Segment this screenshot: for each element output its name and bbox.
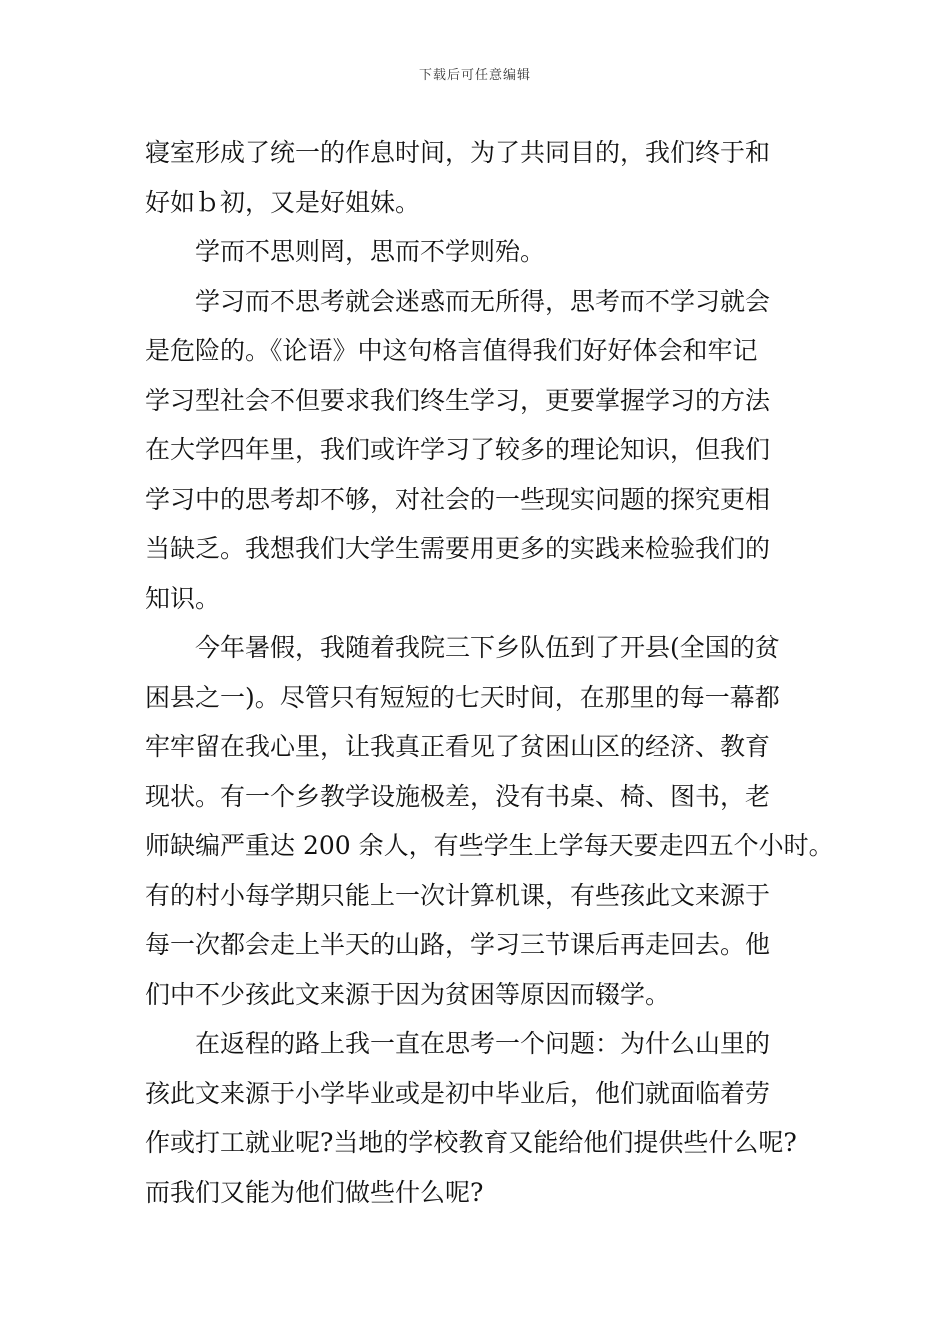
text-line: 学习中的思考却不够，对社会的一些现实问题的探究更相 bbox=[145, 484, 771, 514]
text-line: 今年暑假，我随着我院三下乡队伍到了开县(全国的贫 bbox=[195, 633, 780, 662]
text-line: 师缺编严重达 200 余人，有些学生上学每天要走四五个小时。 bbox=[145, 831, 834, 860]
text-line: 学习型社会不但要求我们终生学习，更要掌握学习的方法 bbox=[145, 385, 771, 415]
text-line: 是危险的。《论语》中这句格言值得我们好好体会和牢记 bbox=[145, 336, 758, 365]
text-line: 在大学四年里，我们或许学习了较多的理论知识，但我们 bbox=[145, 435, 771, 464]
text-line: 现状。有一个乡教学设施极差，没有书桌、椅、图书，老 bbox=[145, 781, 771, 811]
text-line: 牢牢留在我心里，让我真正看见了贫困山区的经济、教育 bbox=[145, 732, 771, 761]
text-line: 知识。 bbox=[145, 583, 221, 613]
text-line: 好如ｂ初，又是好姐妹。 bbox=[145, 187, 421, 217]
text-line: 作或打工就业呢?当地的学校教育又能给他们提供些什么呢? bbox=[145, 1128, 797, 1157]
text-line: 困县之一)。尽管只有短短的七天时间，在那里的每一幕都 bbox=[145, 682, 780, 712]
text-line: 学而不思则罔，思而不学则殆。 bbox=[195, 237, 546, 266]
document-body bbox=[145, 128, 834, 1217]
text-line: 们中不少孩此文来源于因为贫困等原因而辍学。 bbox=[145, 979, 671, 1009]
text-line: 学习而不思考就会迷惑而无所得，思考而不学习就会 bbox=[195, 286, 771, 316]
text-line: 孩此文来源于小学毕业或是初中毕业后，他们就面临着劳 bbox=[145, 1078, 771, 1108]
page-header: 下载后可任意编辑 bbox=[418, 68, 531, 83]
text-line: 有的村小每学期只能上一次计算机课，有些孩此文来源于 bbox=[145, 880, 771, 910]
text-line: 在返程的路上我一直在思考一个问题：为什么山里的 bbox=[195, 1029, 771, 1058]
text-line: 每一次都会走上半天的山路，学习三节课后再走回去。他 bbox=[145, 930, 771, 959]
text-line: 而我们又能为他们做些什么呢? bbox=[145, 1177, 484, 1207]
text-line: 寝室形成了统一的作息时间，为了共同目的，我们终于和 bbox=[145, 138, 771, 167]
text-line: 当缺乏。我想我们大学生需要用更多的实践来检验我们的 bbox=[145, 534, 771, 563]
